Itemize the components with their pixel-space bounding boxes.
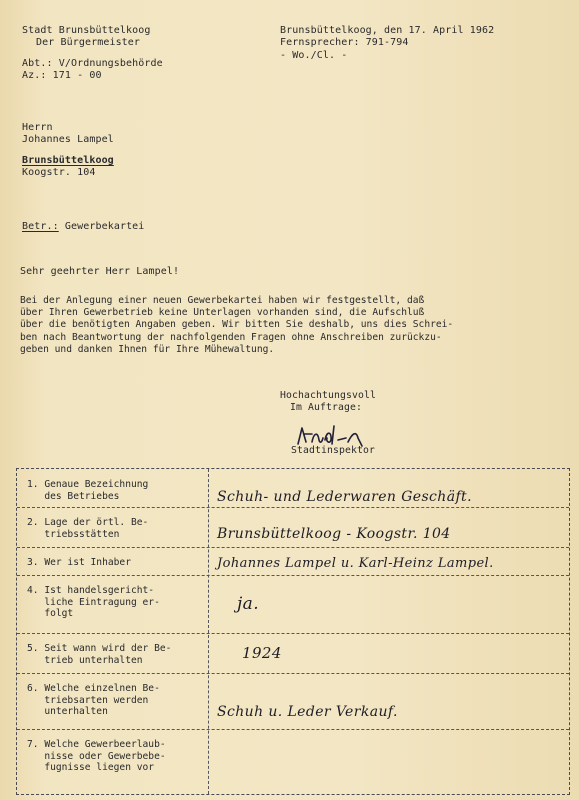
recipient-street: Koogstr. 104 bbox=[22, 167, 96, 178]
phone-line: Fernsprecher: 791-794 bbox=[280, 37, 409, 48]
questionnaire-table bbox=[16, 468, 570, 795]
recipient-name: Johannes Lampel bbox=[22, 134, 114, 145]
question-1: 1. Genaue Bezeichnung des Betriebes bbox=[27, 479, 149, 502]
question-6: 6. Welche einzelnen Be- triebsarten werden unterhalten bbox=[27, 683, 160, 717]
body-line: über die benötigten Angaben geben. Wir bitten Sie deshalb, uns dies Schrei- bbox=[20, 319, 454, 331]
answer-2[interactable]: Brunsbüttelkoog - Koogstr. 104 bbox=[217, 526, 451, 542]
question-5: 5. Seit wann wird der Be- trieb unterhalten bbox=[27, 643, 172, 666]
table-row bbox=[17, 547, 569, 576]
sender-line-2: Der Bürgermeister bbox=[36, 37, 141, 48]
table-row bbox=[17, 673, 569, 730]
subject-text: Gewerbekartei bbox=[64, 221, 145, 232]
body-line: ben nach Beantwortung der nachfolgenden Fragen ohne Anschreiben zurückzu- bbox=[20, 331, 442, 343]
question-3: 3. Wer ist Inhaber bbox=[27, 557, 131, 568]
initials-line: - Wo./Cl. - bbox=[280, 50, 348, 61]
sender-reference: Az.: 171 - 00 bbox=[22, 70, 102, 81]
body-line: geben und danken Ihnen für Ihre Mühewaltung. bbox=[20, 343, 275, 355]
question-4: 4. Ist handelsgericht- liche Eintragung er- folgt bbox=[27, 585, 160, 619]
question-2: 2. Lage der örtl. Be- triebsstätten bbox=[27, 517, 149, 540]
answer-3[interactable]: Johannes Lampel u. Karl-Heinz Lampel. bbox=[217, 556, 494, 571]
body-paragraph bbox=[20, 295, 565, 356]
sender-line-1: Stadt Brunsbüttelkoog bbox=[22, 25, 151, 36]
signatory-title: Stadtinspektor bbox=[291, 445, 375, 456]
closing-greeting: Hochachtungsvoll bbox=[280, 390, 376, 401]
body-line: über Ihren Gewerbetrieb keine Unterlagen vorhanden sind, die Aufschluß bbox=[20, 307, 425, 319]
answer-5[interactable]: 1924 bbox=[242, 644, 282, 662]
sender-department: Abt.: V/Ordnungsbehörde bbox=[22, 58, 163, 69]
answer-4[interactable]: ja. bbox=[237, 594, 260, 614]
question-7: 7. Welche Gewerbeerlaub- nisse oder Gewerbebe- fugnisse liegen vor bbox=[27, 739, 166, 773]
body-line: Bei der Anlegung einer neuen Gewerbekartei haben wir festgestellt, daß bbox=[20, 295, 425, 306]
answer-1[interactable]: Schuh- und Lederwaren Geschäft. bbox=[217, 489, 472, 505]
recipient-line-1: Herrn bbox=[22, 122, 53, 133]
recipient-city: Brunsbüttelkoog bbox=[22, 155, 114, 166]
salutation: Sehr geehrter Herr Lampel! bbox=[20, 266, 180, 277]
table-row bbox=[17, 729, 569, 796]
subject-label: Betr.: bbox=[22, 221, 59, 232]
subject-line bbox=[22, 221, 144, 233]
table-row bbox=[17, 469, 569, 507]
table-row bbox=[17, 633, 569, 674]
table-row bbox=[17, 575, 569, 634]
table-row bbox=[17, 507, 569, 548]
answer-6[interactable]: Schuh u. Leder Verkauf. bbox=[217, 704, 398, 720]
date-line: Brunsbüttelkoog, den 17. April 1962 bbox=[280, 25, 495, 36]
closing-on-behalf: Im Auftrage: bbox=[290, 402, 362, 413]
